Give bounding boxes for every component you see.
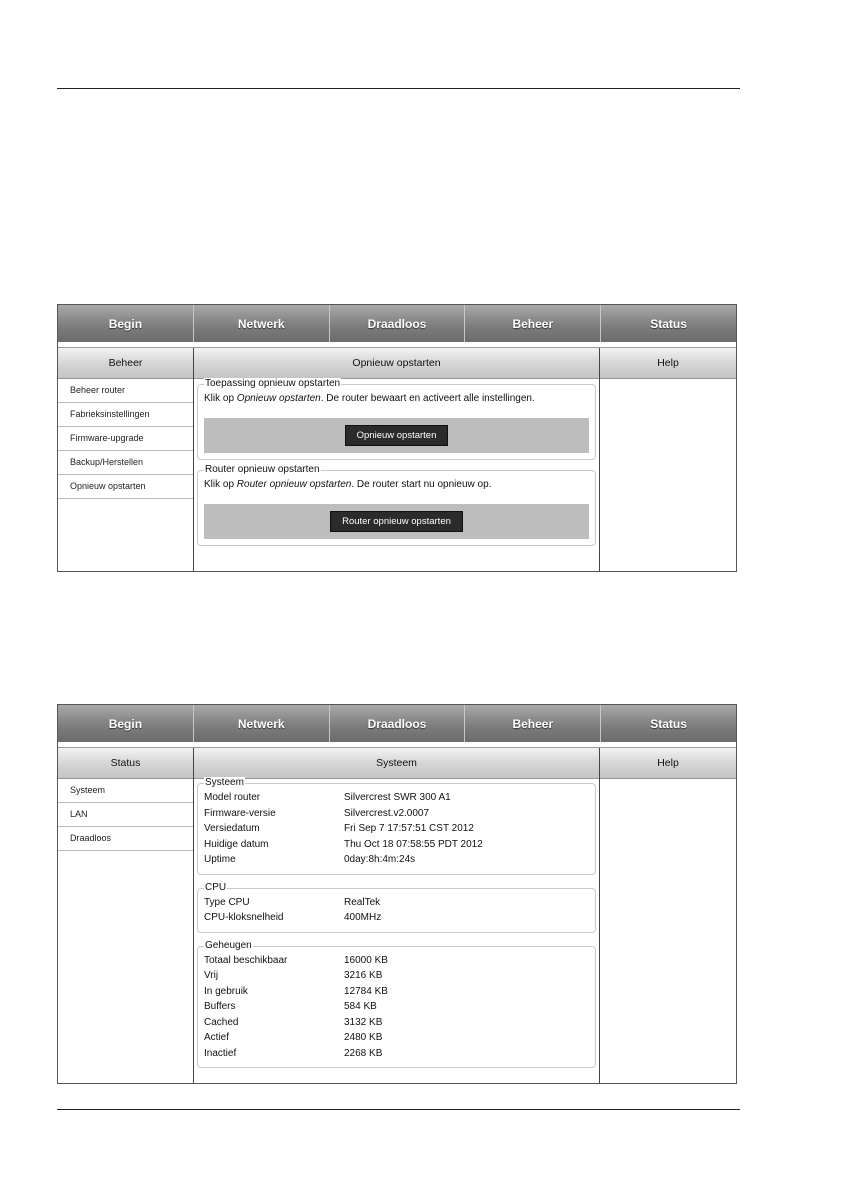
info-row: Vrij 3216 KB	[204, 970, 383, 982]
restart-router-group	[197, 464, 596, 546]
sidebar-title: Beheer	[58, 348, 193, 379]
sidebar	[58, 748, 194, 1084]
nav-draadloos[interactable]: Draadloos	[329, 705, 465, 742]
sidebar-item-fabrieksinstellingen[interactable]: Fabrieksinstellingen	[58, 403, 193, 427]
restart-button[interactable]: Opnieuw opstarten	[345, 425, 449, 446]
sidebar-item-systeem[interactable]: Systeem	[58, 779, 193, 803]
nav-netwerk[interactable]: Netwerk	[193, 705, 329, 742]
page-title: Systeem	[194, 748, 599, 779]
bottom-rule	[57, 1109, 740, 1110]
top-nav	[58, 705, 736, 742]
info-row: Actief 2480 KB	[204, 1032, 383, 1044]
group-legend: Toepassing opnieuw opstarten	[205, 378, 341, 389]
sidebar-item-firmware-upgrade[interactable]: Firmware-upgrade	[58, 427, 193, 451]
info-row: Cached 3132 KB	[204, 1016, 383, 1028]
info-row: Inactief 2268 KB	[204, 1047, 383, 1059]
help-title: Help	[600, 748, 736, 779]
nav-status[interactable]: Status	[600, 305, 736, 342]
group-legend: Router opnieuw opstarten	[205, 464, 320, 475]
nav-beheer[interactable]: Beheer	[464, 305, 600, 342]
reboot-screenshot	[57, 304, 737, 572]
sidebar	[58, 348, 194, 572]
sidebar-item-lan[interactable]: LAN	[58, 803, 193, 827]
info-row: CPU-kloksnelheid 400MHz	[204, 912, 382, 924]
button-panel	[204, 504, 589, 539]
info-row: Versiedatum Fri Sep 7 17:57:51 CST 2012	[204, 823, 474, 835]
info-row: Huidige datum Thu Oct 18 07:58:55 PDT 2012	[204, 838, 483, 850]
sidebar-item-draadloos[interactable]: Draadloos	[58, 827, 193, 851]
info-row: Firmware-versie Silvercrest.v2.0007	[204, 807, 430, 819]
cpu-group	[197, 881, 596, 933]
help-panel	[600, 348, 736, 572]
nav-begin[interactable]: Begin	[108, 716, 143, 731]
group-legend: CPU	[205, 881, 227, 893]
nav-begin[interactable]: Begin	[108, 316, 143, 331]
top-rule	[57, 88, 740, 89]
page-title: Opnieuw opstarten	[194, 348, 599, 379]
info-row: Buffers 584 KB	[204, 1001, 377, 1013]
info-row: Uptime 0day:8h:4m:24s	[204, 854, 416, 866]
group-legend: Systeem	[205, 777, 244, 788]
restart-app-group	[197, 378, 596, 460]
restart-router-button[interactable]: Router opnieuw opstarten	[330, 511, 463, 532]
info-row: Type CPU RealTek	[204, 896, 381, 908]
sidebar-title: Status	[58, 748, 193, 779]
status-screenshot	[57, 704, 737, 1084]
main-panel	[194, 348, 600, 572]
help-panel	[600, 748, 736, 1084]
info-row: Totaal beschikbaar 16000 KB	[204, 954, 388, 966]
geheugen-group	[197, 939, 596, 1069]
main-panel	[194, 748, 600, 1084]
button-panel	[204, 418, 589, 453]
help-title: Help	[600, 348, 736, 379]
nav-netwerk[interactable]: Netwerk	[193, 305, 329, 342]
sidebar-item-backup[interactable]: Backup/Herstellen	[58, 451, 193, 475]
group-description: Klik op Opnieuw opstarten. De router bewaart en activeert alle instellingen.	[204, 393, 535, 404]
nav-draadloos[interactable]: Draadloos	[329, 305, 465, 342]
nav-status[interactable]: Status	[600, 705, 736, 742]
group-description: Klik op Router opnieuw opstarten. De router start nu opnieuw op.	[204, 479, 492, 490]
group-legend: Geheugen	[205, 939, 252, 951]
info-row: Model router Silvercrest SWR 300 A1	[204, 792, 451, 804]
top-nav	[58, 305, 736, 342]
nav-beheer[interactable]: Beheer	[464, 705, 600, 742]
systeem-group	[197, 777, 596, 875]
sidebar-item-opnieuw-opstarten[interactable]: Opnieuw opstarten	[58, 475, 193, 499]
sidebar-item-beheer-router[interactable]: Beheer router	[58, 379, 193, 403]
info-row: In gebruik 12784 KB	[204, 985, 388, 997]
